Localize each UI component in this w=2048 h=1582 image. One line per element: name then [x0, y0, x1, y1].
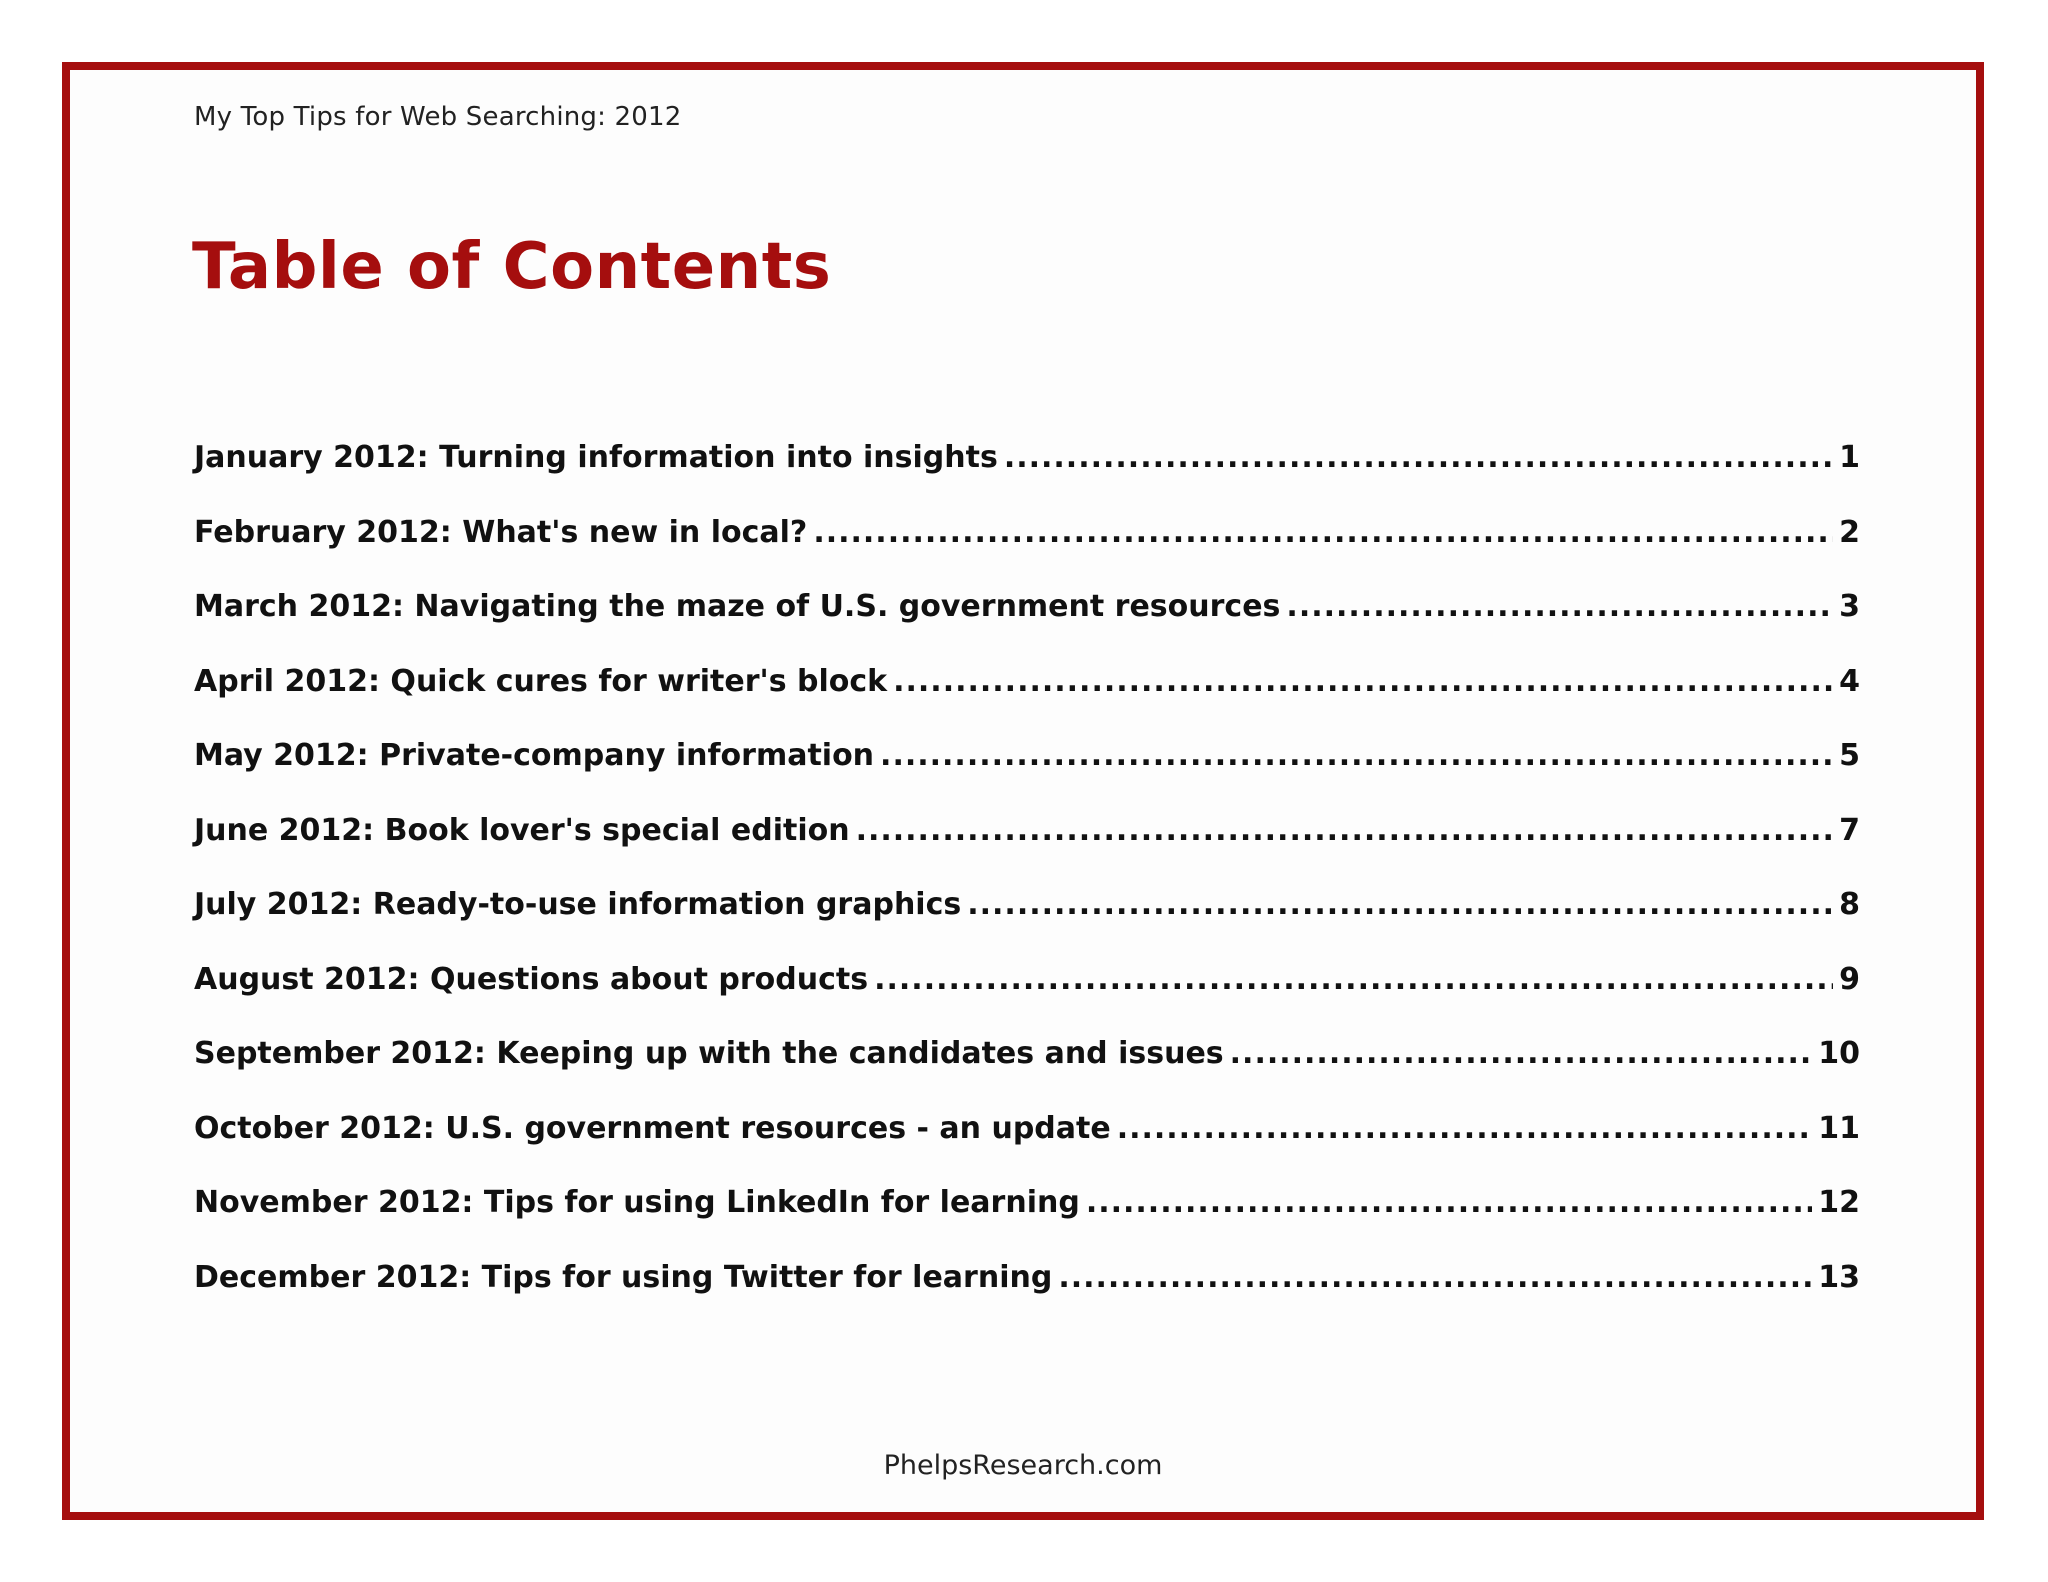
toc-page-number: 5 [1839, 738, 1860, 773]
table-of-contents [194, 440, 1860, 1334]
toc-page-number: 7 [1839, 812, 1860, 848]
toc-entry-title: February 2012: What's new in local? [194, 514, 808, 550]
toc-entry-july[interactable] [194, 887, 1860, 962]
toc-page-number: 1 [1839, 440, 1860, 475]
toc-dot-leader [1117, 1111, 1813, 1146]
toc-dot-leader [967, 887, 1833, 922]
toc-page-number: 2 [1839, 514, 1860, 550]
toc-entry-may[interactable] [194, 738, 1860, 813]
toc-dot-leader [893, 664, 1833, 699]
toc-entry-title: June 2012: Book lover's special edition [194, 812, 850, 848]
page-border-frame [62, 62, 1984, 1520]
toc-entry-title: July 2012: Ready-to-use information graphics [194, 887, 962, 922]
toc-page-number: 12 [1818, 1185, 1860, 1220]
toc-page-number: 8 [1839, 887, 1860, 922]
toc-entry-february[interactable] [194, 515, 1860, 590]
toc-dot-leader [880, 738, 1833, 773]
toc-entry-august[interactable] [194, 962, 1860, 1037]
toc-dot-leader [1004, 440, 1833, 475]
toc-entry-december[interactable] [194, 1260, 1860, 1335]
toc-dot-leader [1230, 1036, 1813, 1071]
toc-page-number: 3 [1839, 589, 1860, 624]
toc-entry-june[interactable] [194, 813, 1860, 888]
toc-entry-title: May 2012: Private-company information [194, 738, 875, 773]
toc-page-number: 10 [1818, 1036, 1860, 1071]
toc-entry-october[interactable] [194, 1111, 1860, 1186]
toc-entry-title: December 2012: Tips for using Twitter for learning [194, 1259, 1053, 1295]
running-header: My Top Tips for Web Searching: 2012 [194, 102, 682, 132]
toc-dot-leader [1058, 1260, 1812, 1295]
toc-page-number: 9 [1839, 961, 1860, 997]
toc-entry-april[interactable] [194, 664, 1860, 739]
toc-dot-leader [813, 515, 1833, 550]
toc-entry-title: September 2012: Keeping up with the candidates and issues [194, 1036, 1224, 1071]
toc-dot-leader [856, 813, 1834, 848]
toc-entry-title: August 2012: Questions about products [194, 961, 869, 997]
toc-page-number: 11 [1818, 1110, 1860, 1146]
toc-entry-title: November 2012: Tips for using LinkedIn for learning [194, 1185, 1080, 1220]
toc-entry-title: March 2012: Navigating the maze of U.S. government resources [194, 589, 1281, 624]
toc-page-number: 4 [1839, 663, 1860, 699]
toc-dot-leader [1086, 1185, 1812, 1220]
toc-entry-september[interactable] [194, 1036, 1860, 1111]
toc-entry-title: April 2012: Quick cures for writer's block [194, 663, 888, 699]
toc-entry-title: January 2012: Turning information into insights [194, 440, 998, 475]
toc-dot-leader [874, 962, 1833, 997]
toc-page-number: 13 [1818, 1259, 1860, 1295]
page-footer: PhelpsResearch.com [883, 1450, 1163, 1481]
page-title: Table of Contents [192, 230, 832, 304]
toc-entry-title: October 2012: U.S. government resources - an update [194, 1110, 1111, 1146]
toc-dot-leader [1286, 589, 1833, 624]
toc-entry-november[interactable] [194, 1185, 1860, 1260]
toc-entry-march[interactable] [194, 589, 1860, 664]
toc-entry-january[interactable] [194, 440, 1860, 515]
